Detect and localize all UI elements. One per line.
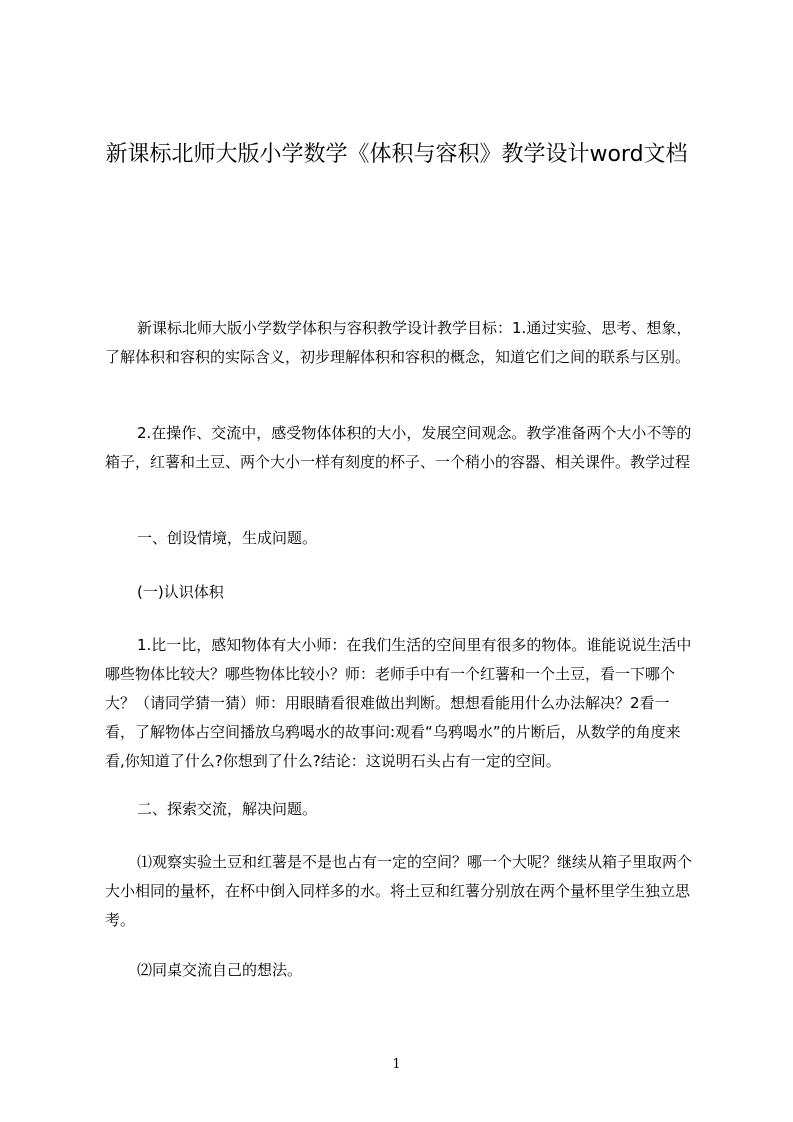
- paragraph-preparation: 2.在操作、交流中，感受物体体积的大小，发展空间观念。教学准备两个大小不等的箱子，红薯和土豆、两个大小一样有刻度的杯子、一个稍小的容器、相关课件。教学过程: [105, 424, 692, 471]
- document-title: 新课标北师大版小学数学《体积与容积》教学设计word文档: [105, 142, 688, 167]
- paragraph-discussion: ⑵同桌交流自己的想法。: [137, 961, 303, 979]
- paragraph-compare: 1.比一比，感知物体有大小师：在我们生活的空间里有很多的物体。谁能说说生活中哪些物体比较大？哪些物体比较小？师：老师手中有一个红薯和一个土豆，看一下哪个大？（请同学猜一猜）师：用眼睛看很难做出判断。想想看能用什么办法解决？2看一看，了解物体占空间播放乌鸦喝水的故事问:观看“乌鸦喝水”的片断后，从数学的角度来看,你知道了什么?你想到了什么?结论：这说明石头占有一定的空间。: [105, 636, 692, 770]
- heading-section-one: 一、创设情境，生成问题。: [137, 529, 318, 547]
- heading-recognize-volume: (一)认识体积: [137, 583, 224, 601]
- paragraph-experiment: ⑴观察实验土豆和红薯是不是也占有一定的空间？哪一个大呢？继续从箱子里取两个大小相同的量杯，在杯中倒入同样多的水。将土豆和红薯分别放在两个量杯里学生独立思考。: [105, 853, 693, 929]
- page-number: 1: [392, 1057, 401, 1072]
- heading-section-two: 二、探索交流，解决问题。: [137, 800, 318, 818]
- paragraph-objectives: 新课标北师大版小学数学体积与容积教学设计教学目标：1.通过实验、思考、想象，了解体积和容积的实际含义，初步理解体积和容积的概念，知道它们之间的联系与区别。: [105, 319, 692, 366]
